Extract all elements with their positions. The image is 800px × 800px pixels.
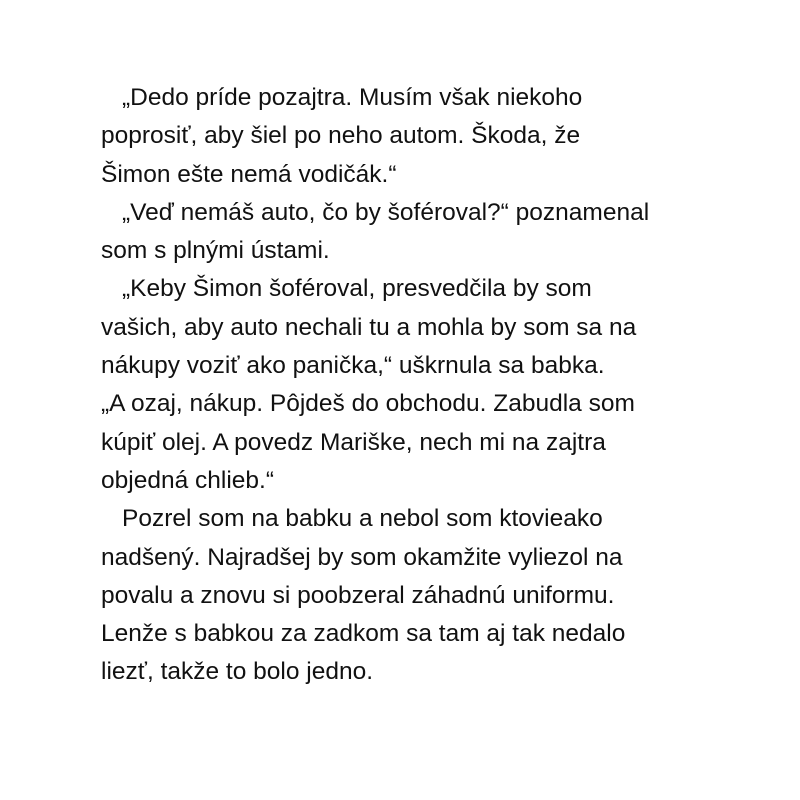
- text-line: Pozrel som na babku a nebol som ktovieako: [122, 505, 603, 533]
- text-line: „Keby Šimon šoféroval, presvedčila by som: [122, 275, 592, 303]
- text-line: povalu a znovu si poobzeral záhadnú uniformu.: [101, 581, 615, 609]
- text-line: poprosiť, aby šiel po neho autom. Škoda, že: [101, 122, 581, 150]
- text-line: som s plnými ústami.: [101, 237, 330, 265]
- text-line: nadšený. Najradšej by som okamžite vyliezol na: [101, 543, 623, 571]
- text-line: vašich, aby auto nechali tu a mohla by som sa na: [101, 313, 637, 341]
- text-line: objedná chlieb.“: [101, 466, 274, 494]
- text-line: kúpiť olej. A povedz Mariške, nech mi na zajtra: [101, 428, 606, 456]
- text-line: „Veď nemáš auto, čo by šoféroval?“ poznamenal: [122, 198, 650, 226]
- text-line: liezť, takže to bolo jedno.: [101, 658, 374, 686]
- text-line: Šimon ešte nemá vodičák.“: [101, 160, 397, 188]
- text-line: Lenže s babkou za zadkom sa tam aj tak nedalo: [101, 620, 626, 648]
- text-line: nákupy voziť ako panička,“ uškrnula sa babka.: [101, 352, 605, 380]
- text-line: „A ozaj, nákup. Pôjdeš do obchodu. Zabudla som: [101, 390, 635, 418]
- text-body: [101, 79, 741, 692]
- text-line: „Dedo príde pozajtra. Musím však niekoho: [122, 84, 583, 111]
